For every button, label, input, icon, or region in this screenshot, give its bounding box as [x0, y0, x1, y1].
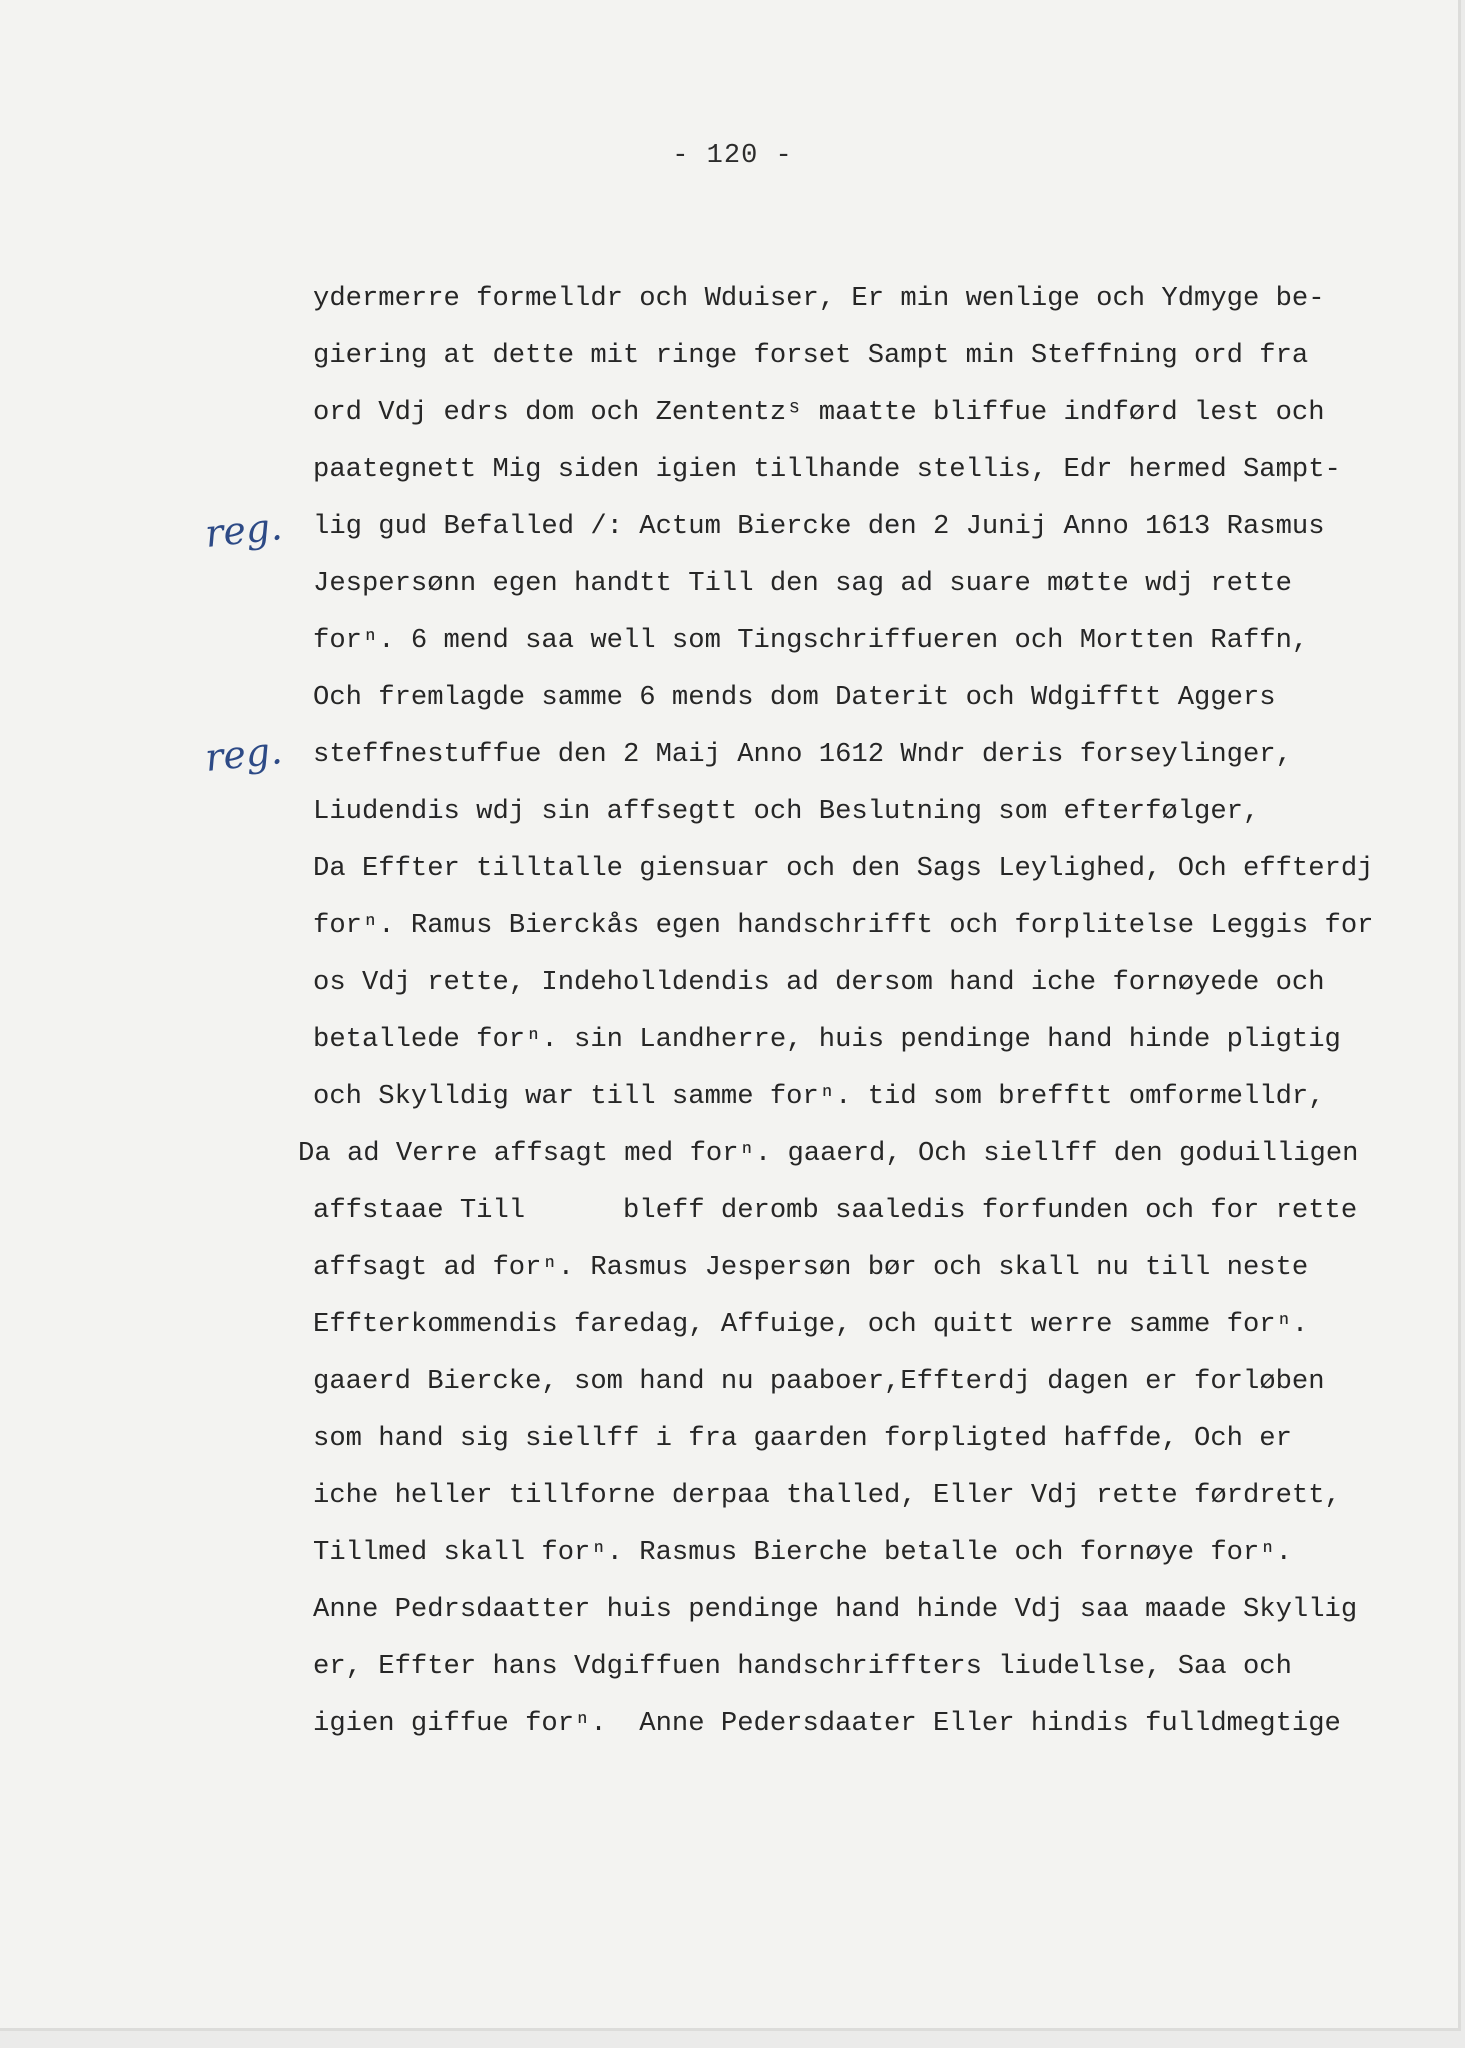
- text-line: Tillmed skall forⁿ. Rasmus Bierche betalle och fornøye forⁿ.: [313, 1537, 1292, 1568]
- text-line: iche heller tillforne derpaa thalled, Eller Vdj rette førdrett,: [313, 1480, 1341, 1511]
- text-line: os Vdj rette, Indeholldendis ad dersom hand iche fornøyede och: [313, 967, 1325, 998]
- page-number: - 120 -: [672, 141, 793, 171]
- text-line: Da ad Verre affsagt med forⁿ. gaaerd, Och siellff den goduilligen: [298, 1138, 1359, 1169]
- text-line: betallede forⁿ. sin Landherre, huis pendinge hand hinde pligtig: [313, 1024, 1341, 1055]
- text-line: paategnett Mig siden igien tillhande stellis, Edr hermed Sampt-: [313, 454, 1341, 485]
- text-line: och Skylldig war till samme forⁿ. tid som brefftt omformelldr,: [313, 1081, 1325, 1112]
- text-line: lig gud Befalled /: Actum Biercke den 2 Junij Anno 1613 Rasmus: [313, 511, 1325, 542]
- text-line: Da Effter tilltalle giensuar och den Sags Leylighed, Och effterdj: [313, 853, 1374, 884]
- text-line: steffnestuffue den 2 Maij Anno 1612 Wndr deris forseylinger,: [313, 739, 1292, 770]
- text-line: gaaerd Biercke, som hand nu paaboer,Effterdj dagen er forløben: [313, 1366, 1325, 1397]
- text-line: Jespersønn egen handtt Till den sag ad suare møtte wdj rette: [313, 568, 1292, 599]
- text-line: Anne Pedrsdaatter huis pendinge hand hinde Vdj saa maade Skyllig: [313, 1594, 1358, 1625]
- text-line: forⁿ. Ramus Bierckås egen handschrifft och forplitelse Leggis for: [313, 910, 1374, 941]
- margin-note-reg-2: reg.: [202, 728, 285, 780]
- text-line: forⁿ. 6 mend saa well som Tingschriffueren och Mortten Raffn,: [313, 625, 1309, 656]
- text-line: giering at dette mit ringe forset Sampt min Steffning ord fra: [313, 340, 1309, 371]
- text-line: er, Effter hans Vdgiffuen handschriffters liudellse, Saa och: [313, 1651, 1292, 1682]
- text-line: ydermerre formelldr och Wduiser, Er min wenlige och Ydmyge be-: [313, 283, 1325, 314]
- text-line: affsagt ad forⁿ. Rasmus Jespersøn bør och skall nu till neste: [313, 1252, 1309, 1283]
- text-line: igien giffue forⁿ. Anne Pedersdaater Eller hindis fulldmegtige: [313, 1708, 1341, 1739]
- text-line: Effterkommendis faredag, Affuige, och quitt werre samme forⁿ.: [313, 1309, 1309, 1340]
- text-line: som hand sig siellff i fra gaarden forpligted haffde, Och er: [313, 1423, 1292, 1454]
- text-line: Och fremlagde samme 6 mends dom Daterit och Wdgifftt Aggers: [313, 682, 1276, 713]
- margin-note-reg-1: reg.: [202, 504, 285, 556]
- text-line: affstaae Till bleff deromb saaledis forfunden och for rette: [313, 1195, 1358, 1226]
- text-line: ord Vdj edrs dom och Zententzˢ maatte bliffue indførd lest och: [313, 397, 1325, 428]
- text-line: Liudendis wdj sin affsegtt och Beslutning som efterfølger,: [313, 796, 1260, 827]
